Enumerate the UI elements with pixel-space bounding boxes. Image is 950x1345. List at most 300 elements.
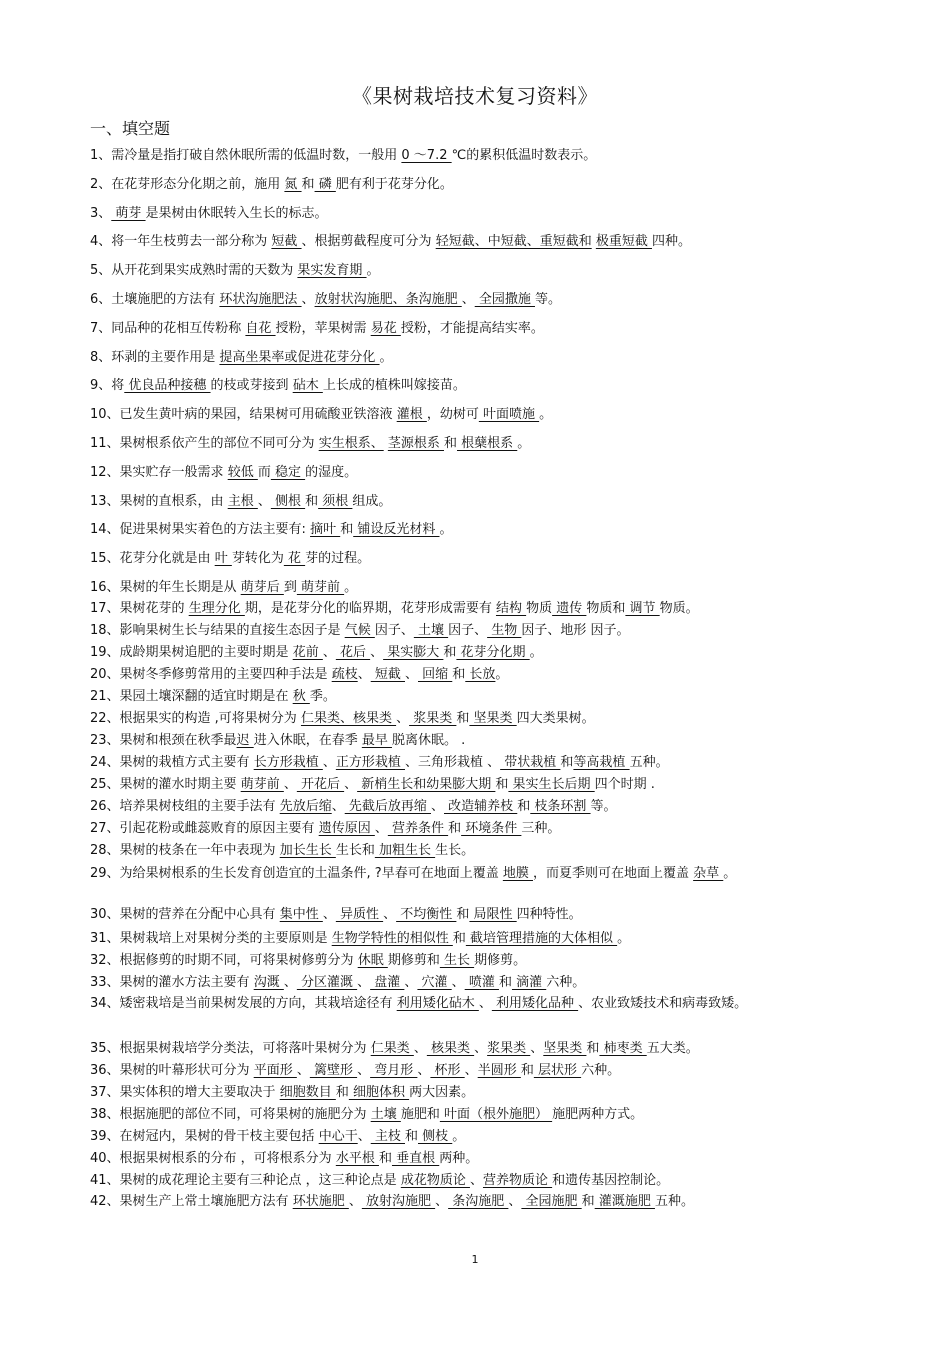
question-text: 14、促进果树果实着色的方法主要有: <box>90 522 311 537</box>
question-text: 两大因素。 <box>409 1085 475 1100</box>
question-text: 和 <box>443 645 457 660</box>
question-line <box>90 435 890 453</box>
answer-blank: 氮 <box>284 177 302 192</box>
question-text: 和 <box>520 1063 534 1078</box>
question-text: 等。 <box>534 292 561 307</box>
question-text: 、 <box>461 292 475 307</box>
answer-blank: 叶面（根外施肥） <box>439 1107 553 1122</box>
question-text: 和 <box>448 821 462 836</box>
answer-blank: 遗传 <box>552 601 587 616</box>
question-text: 、 <box>357 1063 371 1078</box>
answer-blank: 萌芽 <box>111 206 146 221</box>
question-text: 因子、 <box>374 623 414 638</box>
question-text: 、 <box>370 645 384 660</box>
question-text: 25、果树的灌水时期主要 <box>90 777 241 792</box>
question-text: 因子、 <box>448 623 488 638</box>
answer-blank: 最早 <box>361 733 392 748</box>
question-text: 、 <box>296 1063 310 1078</box>
question-text: 、 <box>357 1129 371 1144</box>
question-text: 16、果树的年生长期是从 <box>90 580 241 595</box>
question-text: 和 <box>378 1151 392 1166</box>
answer-blank: 水平根 <box>335 1151 379 1166</box>
question-text: 27、引起花粉或雌蕊败育的原因主要有 <box>90 821 319 836</box>
question-text: 四种特性。 <box>516 907 582 922</box>
answer-blank: 细胞体积 <box>348 1085 410 1100</box>
question-line <box>90 1128 890 1146</box>
answer-blank: 果实生长后期 <box>508 777 595 792</box>
answer-blank: 等高栽植 <box>573 755 630 770</box>
question-text: 脱离休眠。 . <box>391 733 466 748</box>
question-text: 、 <box>469 1173 483 1188</box>
question-text: 和 <box>452 931 466 946</box>
answer-blank: 磷 <box>314 177 336 192</box>
answer-blank: 利用矮化品种 <box>491 996 579 1011</box>
answer-blank: 生长 <box>439 953 475 968</box>
question-text: 、 <box>464 1063 478 1078</box>
question-line <box>90 1062 890 1080</box>
question-text: 是果树由休眠转入生长的标志。 <box>145 206 328 221</box>
question-text: 。 <box>617 931 631 946</box>
question-line <box>90 1106 890 1124</box>
question-text: 芽的过程。 <box>305 551 371 566</box>
question-line <box>90 1084 890 1102</box>
question-text: 物质和 <box>586 601 626 616</box>
answer-blank: 遗传原因 <box>318 821 375 836</box>
question-text: 、 <box>322 907 336 922</box>
answer-blank: 喷灌 <box>464 975 499 990</box>
question-text: 、 <box>331 799 345 814</box>
question-text: 23、果树和根颈在秋季最 <box>90 733 237 748</box>
question-line <box>90 291 890 309</box>
question-text: 30、果树的营养在分配中心具有 <box>90 907 280 922</box>
question-text: 施肥和 <box>400 1107 440 1122</box>
answer-blank: 实生根系、 <box>318 436 384 451</box>
answer-blank: 改造辅养枝 <box>444 799 518 814</box>
answer-blank: 加长生长 <box>279 843 336 858</box>
answer-blank: 杂草 <box>693 866 724 881</box>
question-text: 和 <box>517 799 531 814</box>
answer-blank: 弯月形 <box>370 1063 418 1078</box>
question-text: 、 <box>322 755 336 770</box>
question-text: 、 <box>344 777 358 792</box>
answer-blank: 长放 <box>465 667 496 682</box>
question-text: 和 <box>495 777 509 792</box>
question-text: 24、果树的栽植方式主要有 <box>90 755 254 770</box>
question-text: 和 <box>443 436 457 451</box>
question-text: 11、果树根系依产生的部位不同可分为 <box>90 436 319 451</box>
question-line <box>90 688 890 706</box>
answer-blank: 易花 <box>370 321 401 336</box>
question-text: 四个时期 . <box>594 777 655 792</box>
question-text: 、 <box>283 777 297 792</box>
question-text: 。 <box>452 1129 466 1144</box>
answer-blank: 回缩 <box>418 667 453 682</box>
question-line <box>90 842 890 860</box>
answer-blank: 先放后缩 <box>279 799 332 814</box>
question-text: 。 <box>723 866 737 881</box>
question-text: 和 <box>581 1194 595 1209</box>
question-text: 组成。 <box>352 494 392 509</box>
answer-blank: 自花 <box>245 321 276 336</box>
page-number: 1 <box>471 1253 479 1266</box>
question-line <box>90 349 890 367</box>
answer-blank: 短截 <box>370 667 405 682</box>
question-text: 和 <box>452 667 466 682</box>
question-text: 和 <box>301 177 315 192</box>
question-line <box>90 176 890 194</box>
question-text: 期修剪。 <box>474 953 527 968</box>
answer-blank: 气候 <box>344 623 375 638</box>
answer-blank: 叶面喷施 <box>478 407 540 422</box>
question-line <box>90 320 890 338</box>
question-text: 。 <box>495 667 509 682</box>
question-line <box>90 993 890 1014</box>
question-line <box>90 622 890 640</box>
question-line <box>90 820 890 838</box>
answer-blank: 放射状沟施肥、条沟施肥 <box>314 292 462 307</box>
question-text: 期修剪和 <box>387 953 440 968</box>
question-line <box>90 493 890 511</box>
question-text: 41、果树的成花理论主要有三种论点 ，这三种论点是 <box>90 1173 401 1188</box>
answer-blank: 0 ～7.2 <box>401 148 452 163</box>
answer-blank: 灌根 <box>396 407 427 422</box>
answer-blank: 全园撒施 <box>474 292 535 307</box>
question-text: 、 <box>413 1041 427 1056</box>
answer-blank: 砧木 <box>292 378 323 393</box>
answer-blank: 正方形栽植 <box>335 755 405 770</box>
answer-blank: 短截 <box>271 234 302 249</box>
answer-blank: 花 <box>283 551 306 566</box>
question-text: 、 <box>348 1194 362 1209</box>
question-text: 的枝或芽接到 <box>210 378 293 393</box>
question-text: 、 <box>487 755 501 770</box>
answer-blank: 滴灌 <box>511 975 547 990</box>
question-line <box>90 377 890 395</box>
question-text: 7、同品种的花相互传粉称 <box>90 321 246 336</box>
question-text: 。 <box>366 263 380 278</box>
question-text: 15、花芽分化就是由 <box>90 551 215 566</box>
answer-blank: 秋 <box>292 689 310 704</box>
answer-blank: 铺设反光材料 <box>353 522 440 537</box>
answer-blank: 利用矮化砧木 <box>396 996 479 1011</box>
question-line <box>90 550 890 568</box>
question-text: 8、环剥的主要作用是 <box>90 350 220 365</box>
question-line <box>90 147 890 165</box>
answer-blank: 侧枝 <box>418 1129 453 1144</box>
question-text: 40、根据果树根系的分布 ，可将根系分为 <box>90 1151 336 1166</box>
answer-blank: 须根 <box>318 494 353 509</box>
answer-blank: 盘灌 <box>370 975 405 990</box>
answer-blank: 生理分化 <box>188 601 245 616</box>
question-text: 和遗传基因控制论。 <box>552 1173 670 1188</box>
answer-blank: 杯形 <box>430 1063 465 1078</box>
answer-blank: 柿枣类 <box>599 1041 647 1056</box>
question-text: 2、在花芽形态分化期之前，施用 <box>90 177 285 192</box>
answer-blank: 结构 <box>495 601 527 616</box>
question-line <box>90 710 890 728</box>
question-text: 、 <box>301 292 315 307</box>
question-text: 18、影响果树生长与结果的直接生态因子是 <box>90 623 345 638</box>
question-text: 和 <box>586 1041 600 1056</box>
question-line <box>90 952 890 970</box>
question-text: 进入休眠，在春季 <box>253 733 362 748</box>
question-text: 和 <box>340 522 354 537</box>
answer-blank: 截培管理措施的大体相似 <box>465 931 618 946</box>
question-text: 1、需冷量是指打破自然休眠所需的低温时数，一般用 <box>90 148 402 163</box>
answer-blank: 果实膨大 <box>383 645 444 660</box>
question-text: 而 <box>257 465 271 480</box>
question-text: 六种。 <box>546 975 586 990</box>
question-text: 12、果实贮存一般需求 <box>90 465 228 480</box>
answer-blank: 叶 <box>214 551 232 566</box>
question-text: 36、果树的叶幕形状可分为 <box>90 1063 254 1078</box>
question-line <box>90 521 890 539</box>
answer-blank: 果实发育期 <box>297 263 367 278</box>
question-text: 10、已发生黄叶病的果园，结果树可用硫酸亚铁溶液 <box>90 407 397 422</box>
question-text: 、 <box>435 1194 449 1209</box>
answer-blank: 异质性 <box>335 907 384 922</box>
question-text: 19、成龄期果树追肥的主要时期是 <box>90 645 293 660</box>
question-text: 和 <box>498 975 512 990</box>
question-text: 31、果树栽培上对果树分类的主要原则是 <box>90 931 332 946</box>
question-text: 32、根据修剪的时期不同，可将果树修剪分为 <box>90 953 358 968</box>
answer-blank: 加粗生长 <box>374 843 436 858</box>
answer-blank: 全园施肥 <box>521 1194 582 1209</box>
question-line <box>90 930 890 948</box>
question-text: 授粉，苹果树需 <box>275 321 371 336</box>
question-line <box>90 233 890 251</box>
answer-blank: 开花后 <box>296 777 345 792</box>
answer-blank: 稳定 <box>270 465 306 480</box>
question-text: 、 <box>357 667 371 682</box>
question-text: 四大类果树。 <box>516 711 595 726</box>
answer-blank: 分区灌溉 <box>296 975 358 990</box>
answer-blank: 轻短截、中短截、重短截和 <box>435 234 592 249</box>
answer-blank: 层状形 <box>533 1063 582 1078</box>
question-text: 生长。 <box>435 843 475 858</box>
answer-blank: 花前 <box>292 645 323 660</box>
question-text: 、 <box>283 975 297 990</box>
answer-blank: 主枝 <box>370 1129 405 1144</box>
answer-blank: 较低 <box>227 465 258 480</box>
answer-blank: 休眠 <box>357 953 388 968</box>
question-text: 、 <box>374 821 388 836</box>
answer-blank: 带状栽植 <box>500 755 561 770</box>
answer-blank: 穴灌 <box>417 975 452 990</box>
question-text: 9、将 <box>90 378 125 393</box>
question-text: 五种。 <box>629 755 669 770</box>
question-text: 39、在树冠内，果树的骨干枝主要包括 <box>90 1129 319 1144</box>
question-text: 42、果树生产上常土壤施肥方法有 <box>90 1194 293 1209</box>
answer-blank: 新梢生长和幼果膨大期 <box>357 777 496 792</box>
answer-blank: 局限性 <box>469 907 517 922</box>
question-text: 五大类。 <box>646 1041 699 1056</box>
question-text: 4、将一年生枝剪去一部分称为 <box>90 234 272 249</box>
question-text: 、 <box>417 1063 431 1078</box>
question-line <box>90 600 890 618</box>
answer-blank: 生物 <box>487 623 522 638</box>
answer-blank: 枝条环割 <box>530 799 591 814</box>
question-text: ℃的累积低温时数表示。 <box>451 148 597 163</box>
answer-blank: 花后 <box>335 645 371 660</box>
question-text: 、农业致矮技术和病毒致矮。 <box>578 996 748 1011</box>
question-text: 和 <box>456 907 470 922</box>
answer-blank: 土壤 <box>413 623 449 638</box>
question-text: 和 <box>560 755 574 770</box>
question-text: 21、果园土壤深翻的适宜时期是在 <box>90 689 293 704</box>
answer-blank: 浆果类 <box>409 711 457 726</box>
question-text: 。 <box>517 436 531 451</box>
question-text: 6、土壤施肥的方法有 <box>90 292 220 307</box>
question-text: 、 <box>508 1194 522 1209</box>
question-text: 、 <box>430 799 444 814</box>
question-text: 22、根据果实的构造 ,可将果树分为 <box>90 711 301 726</box>
question-text: 29、为给果树根系的生长发育创造宜的土温条件, ?早春可在地面上覆盖 <box>90 866 503 881</box>
question-line <box>90 798 890 816</box>
question-text: 、 <box>530 1041 544 1056</box>
question-text: 和 <box>456 711 470 726</box>
question-line <box>90 666 890 684</box>
question-text: 33、果树的灌水方法主要有 <box>90 975 254 990</box>
answer-blank: 坚果类 <box>469 711 517 726</box>
answer-blank: 成花物质论 <box>400 1173 470 1188</box>
question-line <box>90 262 890 280</box>
answer-blank: 细胞数目 <box>279 1085 336 1100</box>
question-text: 28、果树的枝条在一年中表现为 <box>90 843 280 858</box>
answer-blank: 迟 <box>236 733 254 748</box>
question-text: 生长和 <box>335 843 375 858</box>
answer-blank: 地膜 <box>502 866 533 881</box>
question-line <box>90 205 890 223</box>
answer-blank: 半圆形 <box>477 1063 521 1078</box>
answer-blank: 先截后放再缩 <box>344 799 431 814</box>
question-text: 五种。 <box>654 1194 694 1209</box>
question-line <box>90 1191 890 1212</box>
question-text: 因子。 <box>590 623 630 638</box>
answer-blank: 土壤 <box>370 1107 401 1122</box>
answer-blank: 根蘖根系 <box>457 436 518 451</box>
question-text: 肥有利于花芽分化。 <box>335 177 453 192</box>
question-line <box>90 1172 890 1190</box>
question-text: 的湿度。 <box>305 465 358 480</box>
question-text: 5、从开花到果实成熟时需的天数为 <box>90 263 298 278</box>
answer-blank: 仁果类 <box>370 1041 414 1056</box>
answer-blank: 摘叶 <box>310 522 341 537</box>
answer-blank: 提高坐果率或促进花芽分化 <box>219 350 380 365</box>
question-text: 、 <box>404 667 418 682</box>
question-line <box>90 863 890 884</box>
answer-blank: 营养条件 <box>387 821 449 836</box>
answer-blank: 营养物质论 <box>482 1173 553 1188</box>
answer-blank: 灌溉施肥 <box>594 1194 655 1209</box>
question-text: 17、果树花芽的 <box>90 601 189 616</box>
answer-blank: 中心干 <box>318 1129 358 1144</box>
question-text: 施肥两种方式。 <box>552 1107 644 1122</box>
question-text: 、 <box>322 645 336 660</box>
question-text: 、 <box>451 975 465 990</box>
answer-blank: 花芽分化期 <box>456 645 530 660</box>
answer-blank: 疏枝 <box>331 667 358 682</box>
question-text: 。 <box>539 407 553 422</box>
answer-blank: 长方形栽植 <box>253 755 323 770</box>
question-line <box>90 1150 890 1168</box>
question-text: 四种。 <box>651 234 691 249</box>
answer-blank: 极重短截 <box>595 234 652 249</box>
question-text: 34、矮密栽培是当前果树发展的方向，其栽培途径有 <box>90 996 397 1011</box>
question-text: 物质 <box>526 601 553 616</box>
answer-blank: 平面形 <box>253 1063 297 1078</box>
answer-blank: 生物学特性的相似性 <box>331 931 453 946</box>
question-text: 、三角形栽植 <box>404 755 488 770</box>
answer-blank: 优良品种接穗 <box>124 378 211 393</box>
section-heading: 一、填空题 <box>90 119 171 138</box>
question-text: 季。 <box>309 689 336 704</box>
answer-blank: 条沟施肥 <box>448 1194 509 1209</box>
answer-blank: 核果类 <box>426 1041 475 1056</box>
question-line <box>90 579 890 597</box>
answer-blank: 不均衡性 <box>396 907 457 922</box>
question-text: 20、果树冬季修剪常用的主要四种手法是 <box>90 667 332 682</box>
question-text: 、 <box>257 494 271 509</box>
question-line <box>90 1040 890 1058</box>
answer-blank: 环境条件 <box>461 821 522 836</box>
question-text: 35、根据果树栽培学分类法，可将落叶果树分为 <box>90 1041 371 1056</box>
answer-blank: 萌芽前 <box>296 580 345 595</box>
question-text: 物质。 <box>659 601 699 616</box>
answer-blank: 垂直根 <box>391 1151 440 1166</box>
question-text: 、 <box>474 1041 488 1056</box>
document-title: 《果树栽培技术复习资料》 <box>352 84 598 108</box>
question-line <box>90 776 890 794</box>
question-text: 和 <box>305 494 319 509</box>
question-text: 授粉，才能提高结实率。 <box>400 321 544 336</box>
answer-blank: 主根 <box>227 494 258 509</box>
answer-blank: 调节 <box>625 601 660 616</box>
question-line <box>90 732 890 750</box>
question-text: 38、根据施肥的部位不同，可将果树的施肥分为 <box>90 1107 371 1122</box>
question-text: 、 <box>396 711 410 726</box>
answer-blank: 侧根 <box>270 494 306 509</box>
question-text: 等。 <box>590 799 617 814</box>
question-text: 、 <box>383 907 397 922</box>
question-text: 期，是花芽分化的临界期，花芽形成需要有 <box>244 601 496 616</box>
answer-blank: 仁果类、核果类 <box>300 711 397 726</box>
question-text: 和 <box>335 1085 349 1100</box>
question-text: 3、 <box>90 206 112 221</box>
question-line <box>90 464 890 482</box>
answer-blank: 萌芽前 <box>240 777 284 792</box>
question-line <box>90 754 890 772</box>
question-line <box>90 906 890 924</box>
question-text: 芽转化为 <box>231 551 284 566</box>
answer-blank: 浆果类 <box>487 1041 531 1056</box>
question-text: ，幼树可 <box>426 407 479 422</box>
answer-blank: 环状施肥 <box>292 1194 349 1209</box>
question-text: 因子、地形 <box>521 623 591 638</box>
question-text: 。 <box>439 522 453 537</box>
answer-blank: 坚果类 <box>543 1041 587 1056</box>
question-text: 、 <box>478 996 492 1011</box>
question-text: 六种。 <box>581 1063 621 1078</box>
question-text: 到 <box>283 580 297 595</box>
question-line <box>90 644 890 662</box>
answer-blank: 环状沟施肥法 <box>219 292 302 307</box>
answer-blank: 集中性 <box>279 907 323 922</box>
question-text: 、根据剪截程度可分为 <box>301 234 436 249</box>
question-text: 、 <box>404 975 418 990</box>
answer-blank: 茎源根系 <box>387 436 444 451</box>
question-text: ，而夏季则可在地面上覆盖 <box>532 866 694 881</box>
